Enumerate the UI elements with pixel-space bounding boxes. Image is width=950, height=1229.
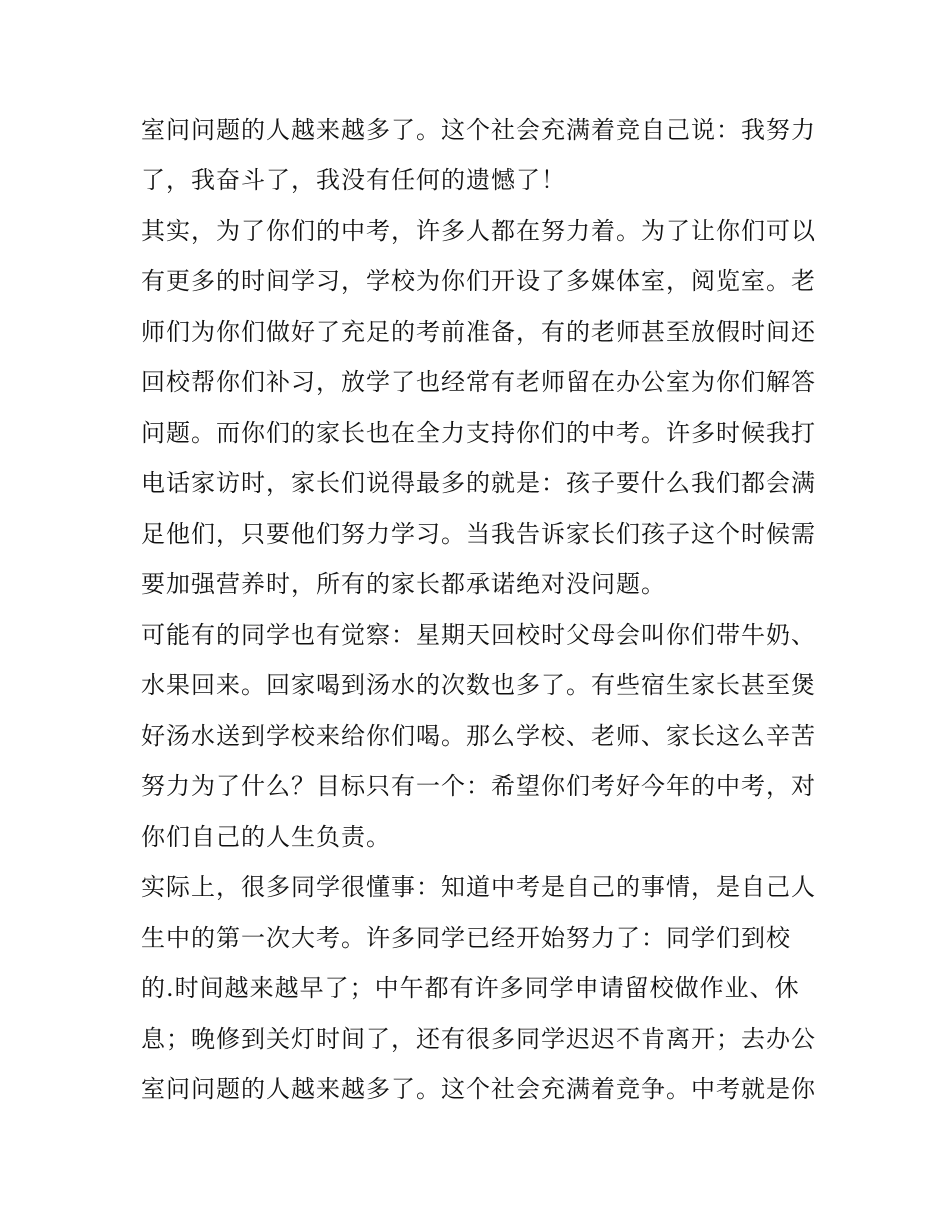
text-line: 息；晚修到关灯时间了，还有很多同学迟迟不肯离开；去办公 bbox=[141, 1025, 816, 1053]
text-line: 室问问题的人越来越多了。这个社会充满着竞争。中考就是你 bbox=[141, 1075, 816, 1103]
text-line: 电话家访时，家长们说得最多的就是：孩子要什么我们都会满 bbox=[141, 469, 816, 497]
text-line: 问题。而你们的家长也在全力支持你们的中考。许多时候我打 bbox=[141, 419, 816, 447]
text-line: 回校帮你们补习，放学了也经常有老师留在办公室为你们解答 bbox=[141, 368, 816, 396]
text-line: 努力为了什么？目标只有一个：希望你们考好今年的中考，对 bbox=[141, 772, 816, 800]
text-line: 师们为你们做好了充足的考前准备，有的老师甚至放假时间还 bbox=[141, 318, 816, 346]
text-line: 你们自己的人生负责。 bbox=[141, 823, 391, 851]
text-line: 其实，为了你们的中考，许多人都在努力着。为了让你们可以 bbox=[141, 217, 816, 245]
text-line: 可能有的同学也有觉察：星期天回校时父母会叫你们带牛奶、 bbox=[141, 621, 816, 649]
text-line: 要加强营养时，所有的家长都承诺绝对没问题。 bbox=[141, 570, 666, 598]
text-line: 足他们，只要他们努力学习。当我告诉家长们孩子这个时候需 bbox=[141, 520, 816, 548]
text-line: 水果回来。回家喝到汤水的次数也多了。有些宿生家长甚至煲 bbox=[141, 671, 816, 699]
text-line: 有更多的时间学习，学校为你们开设了多媒体室，阅览室。老 bbox=[141, 267, 816, 295]
text-line: 的.时间越来越早了；中午都有许多同学申请留校做作业、休 bbox=[141, 974, 800, 1002]
text-line: 室问问题的人越来越多了。这个社会充满着竞自己说：我努力 bbox=[141, 116, 816, 144]
text-line: 实际上，很多同学很懂事：知道中考是自己的事情，是自己人 bbox=[141, 873, 816, 901]
text-line: 生中的第一次大考。许多同学已经开始努力了：同学们到校 bbox=[141, 924, 791, 952]
text-line: 了，我奋斗了，我没有任何的遗憾了！ bbox=[141, 166, 566, 194]
text-line: 好汤水送到学校来给你们喝。那么学校、老师、家长这么辛苦 bbox=[141, 722, 816, 750]
